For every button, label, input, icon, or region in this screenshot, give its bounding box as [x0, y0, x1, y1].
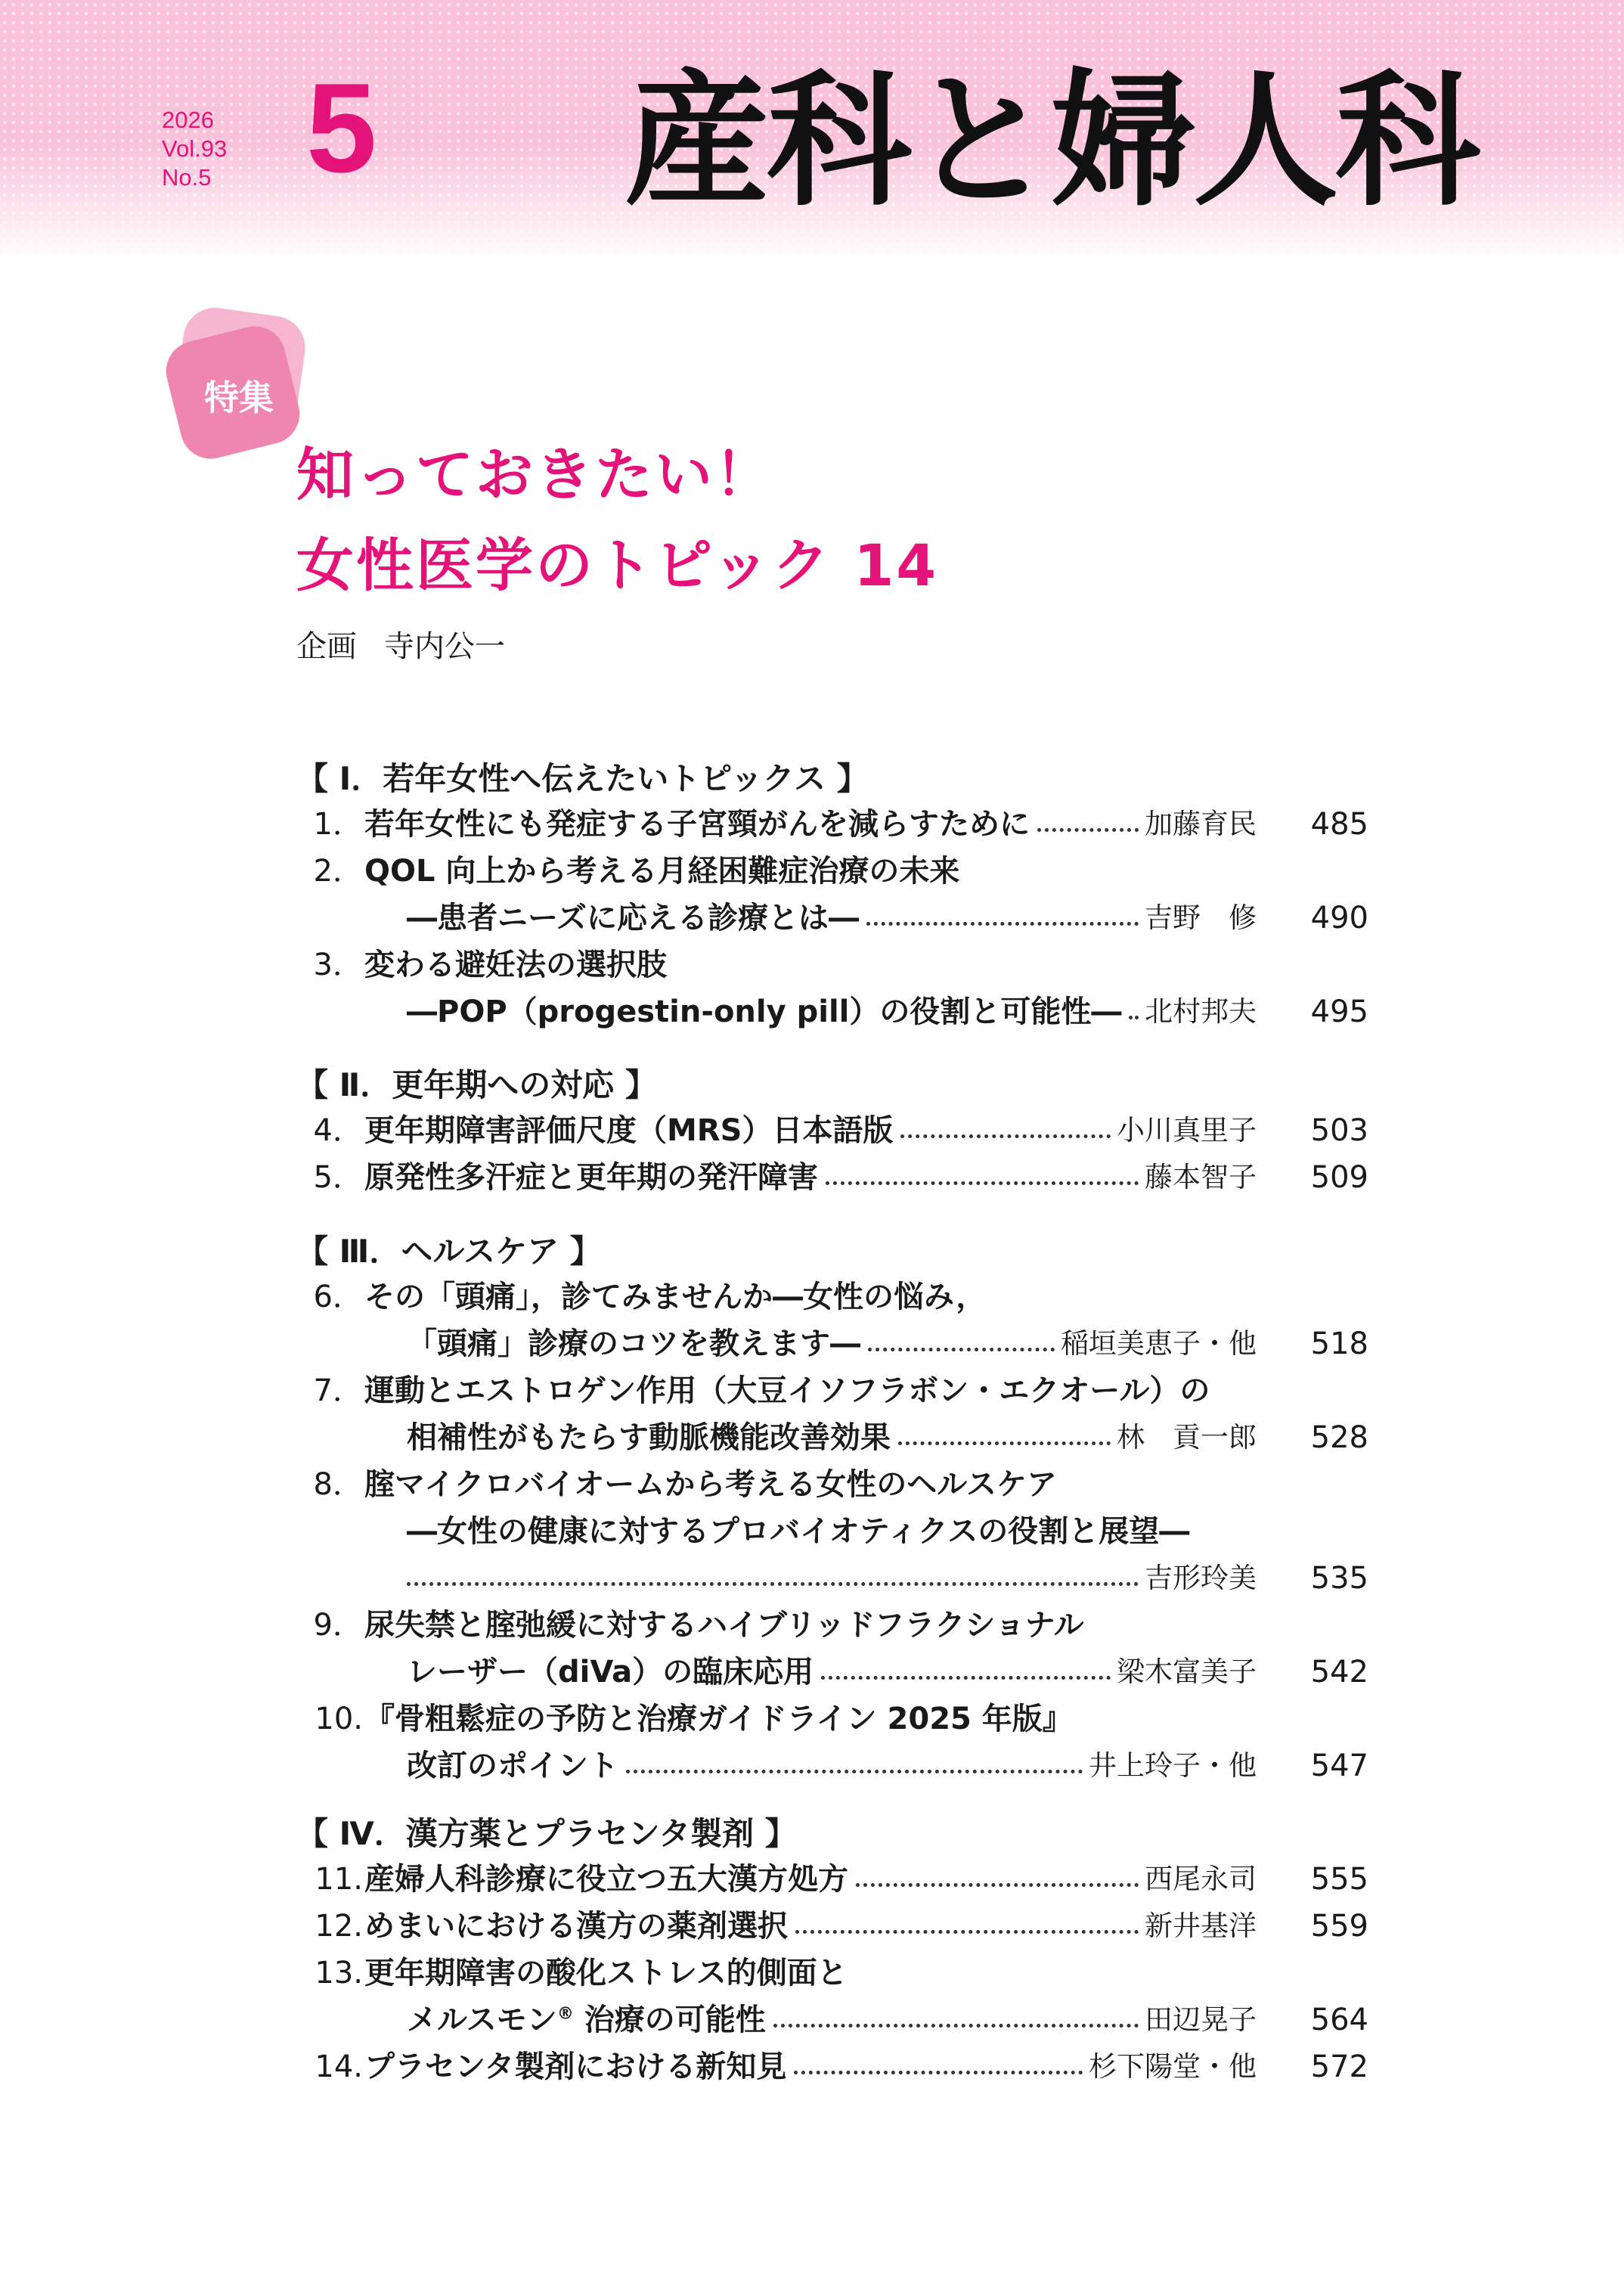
feature-title-line1: 知っておきたい！ — [296, 441, 774, 508]
toc-entry-page: 528 — [1310, 1420, 1368, 1455]
toc-entry-page: 495 — [1310, 994, 1368, 1029]
toc-entry-title: 産婦人科診療に役立つ五大漢方処方 — [364, 1862, 848, 1897]
toc-entry-page: 535 — [1310, 1561, 1368, 1596]
toc-entry-number: 4． — [313, 1113, 363, 1148]
toc-entry-number: 5． — [313, 1160, 363, 1195]
section-heading: 【 Ⅰ．若年女性へ伝えたいトピックス 】 — [296, 760, 869, 797]
toc-entry-line — [295, 1415, 1368, 1460]
toc-entry-number: 12. — [315, 1909, 363, 1944]
feature-title-line2: 女性医学のトピック 14 — [296, 532, 939, 599]
section-heading: 【 Ⅲ．ヘルスケア 】 — [296, 1233, 602, 1270]
issue-meta — [162, 106, 227, 192]
toc-entry-line — [295, 802, 1368, 847]
toc-entry-number: 9． — [313, 1608, 363, 1643]
leader-dots — [821, 1634, 1111, 1680]
leader-dots — [826, 1140, 1139, 1185]
toc-entry-title: その「頭痛」，診てみませんか―女性の悩み， — [364, 1280, 987, 1314]
toc-entry-line — [295, 895, 1368, 941]
planner-name: 寺内公一 — [384, 629, 505, 664]
toc-entry-author: 新井基洋 — [1145, 1910, 1257, 1942]
toc-entry-title: 更年期障害評価尺度（MRS）日本語版 — [364, 1113, 894, 1148]
toc-entry-title: レーザー（diVa）の臨床応用 — [407, 1655, 814, 1689]
toc-entry-page: 547 — [1310, 1748, 1368, 1783]
toc-entry-author: 西尾永司 — [1145, 1863, 1257, 1895]
leader-dots — [900, 1093, 1111, 1138]
toc-entry-author: 北村邦夫 — [1145, 995, 1257, 1028]
toc-entry-title: めまいにおける漢方の薬剤選択 — [364, 1909, 788, 1944]
badge-label: 特集 — [204, 377, 274, 418]
toc-entry-title: 若年女性にも発症する子宮頸がんを減らすために — [364, 807, 1030, 842]
toc-entry-line — [295, 1556, 1368, 1601]
toc-entry-line — [295, 1649, 1368, 1695]
toc-entry-title: ―女性の健康に対するプロバイオティクスの役割と展望― — [407, 1514, 1190, 1549]
toc-entry-line — [295, 1274, 1368, 1320]
feature-badge — [172, 312, 308, 455]
leader-dots — [856, 1842, 1139, 1887]
toc-entry-line — [295, 2044, 1368, 2090]
toc-entry-number: 8． — [313, 1467, 363, 1502]
section-heading: 【 Ⅱ．更年期への対応 】 — [296, 1066, 657, 1103]
leader-dots — [794, 2029, 1083, 2074]
toc-entry-number: 14. — [315, 2049, 363, 2084]
issue-number-label: No.5 — [162, 164, 212, 191]
toc-entry-page: 564 — [1310, 2003, 1368, 2037]
toc-entry-line — [295, 1904, 1368, 1949]
leader-dots — [1037, 787, 1139, 832]
toc-entry-number: 11. — [315, 1862, 363, 1897]
toc-entry-line — [295, 1743, 1368, 1789]
registered-mark: ® — [556, 2004, 574, 2024]
leader-dots — [868, 1306, 1055, 1351]
leader-dots — [898, 1400, 1111, 1445]
toc-entry-author: 稲垣美恵子・他 — [1061, 1327, 1257, 1360]
toc-entry-number: 13. — [315, 1956, 363, 1990]
leader-dots — [773, 1982, 1139, 2028]
toc-entry-title: 『骨粗鬆症の予防と治療ガイドライン 2025 年版』 — [364, 1702, 1073, 1736]
journal-title: 産科と婦人科 — [624, 57, 1477, 226]
toc-entry-page: 485 — [1310, 807, 1368, 842]
toc-entry-number: 3． — [313, 948, 363, 982]
toc-entry-number: 6． — [313, 1280, 363, 1314]
toc-entry-author: 田辺晃子 — [1145, 2003, 1257, 2036]
leader-dots — [1129, 974, 1139, 1019]
toc-entry-line — [295, 1321, 1368, 1367]
leader-dots — [866, 880, 1139, 926]
toc-entry-number: 2． — [313, 854, 363, 889]
toc-entry-page: 542 — [1310, 1655, 1368, 1689]
toc-entry-title: 変わる避妊法の選択肢 — [364, 948, 667, 982]
masthead — [0, 0, 1624, 261]
toc-entry-number: 1． — [313, 807, 363, 842]
leader-dots — [407, 1541, 1139, 1586]
toc-entry-title: 運動とエストロゲン作用（大豆イソフラボン・エクオール）の — [364, 1373, 1210, 1408]
toc-entry-number: 7． — [313, 1373, 363, 1408]
toc-entry-title: メルスモン® 治療の可能性 — [407, 2003, 766, 2037]
toc-entry-page: 490 — [1310, 901, 1368, 936]
toc-entry-author: 梁木富美子 — [1117, 1655, 1257, 1688]
toc-entry-title: 更年期障害の酸化ストレス的側面と — [364, 1956, 848, 1990]
toc-entry-line — [295, 1155, 1368, 1200]
toc-entry-page: 518 — [1310, 1326, 1368, 1361]
planner-label: 企画 — [296, 629, 357, 664]
toc-entry-title: 相補性がもたらす動脈機能改善効果 — [407, 1420, 891, 1455]
toc-entry-line — [295, 849, 1368, 894]
issue-volume: Vol.93 — [162, 135, 228, 162]
toc-entry-line — [295, 989, 1368, 1035]
toc-entry-author: 吉野 修 — [1145, 901, 1257, 934]
toc-entry-title: ―患者ニーズに応える診療とは― — [407, 901, 859, 936]
toc-entry-line — [295, 942, 1368, 988]
toc-entry-author: 井上玲子・他 — [1089, 1749, 1257, 1782]
toc-entry-author: 杉下陽堂・他 — [1089, 2050, 1257, 2083]
toc-entry-page: 555 — [1310, 1862, 1368, 1897]
toc-entry-title: 改訂のポイント — [407, 1748, 618, 1783]
leader-dots — [626, 1728, 1083, 1773]
toc-entry-author: 林 貢一郎 — [1117, 1421, 1257, 1454]
planner — [296, 628, 505, 666]
toc-entry-page: 572 — [1310, 2049, 1368, 2084]
toc-entry-title: 腟マイクロバイオームから考える女性のヘルスケア — [364, 1467, 1057, 1502]
toc-entry-page: 559 — [1310, 1909, 1368, 1944]
toc-entry-page: 509 — [1310, 1160, 1368, 1195]
issue-year: 2026 — [162, 107, 214, 133]
toc-entry-author: 藤本智子 — [1145, 1161, 1257, 1193]
toc-entry-title: 尿失禁と腟弛緩に対するハイブリッドフラクショナル — [364, 1608, 1084, 1643]
toc-entry-author: 小川真里子 — [1117, 1114, 1257, 1146]
toc-entry-number: 10. — [315, 1702, 363, 1736]
toc-entry-title: ―POP（progestin-only pill）の役割と可能性― — [407, 994, 1122, 1029]
toc-entry-title: 原発性多汗症と更年期の発汗障害 — [364, 1160, 818, 1195]
section-heading: 【 Ⅳ．漢方薬とプラセンタ製剤 】 — [296, 1815, 797, 1852]
toc-entry-title: 「頭痛」診療のコツを教えます― — [407, 1326, 860, 1361]
toc-entry-line — [295, 1462, 1368, 1507]
toc-entry-page: 503 — [1310, 1113, 1368, 1148]
toc-entry-author: 加藤育民 — [1145, 808, 1257, 840]
toc-entry-author: 吉形玲美 — [1145, 1562, 1257, 1594]
toc-entry-title: プラセンタ製剤における新知見 — [364, 2049, 787, 2084]
issue-number: 5 — [306, 57, 377, 199]
toc-entry-title: QOL 向上から考える月経困難症治療の未来 — [364, 854, 960, 889]
leader-dots — [795, 1888, 1139, 1934]
toc-entry-line — [295, 1368, 1368, 1413]
